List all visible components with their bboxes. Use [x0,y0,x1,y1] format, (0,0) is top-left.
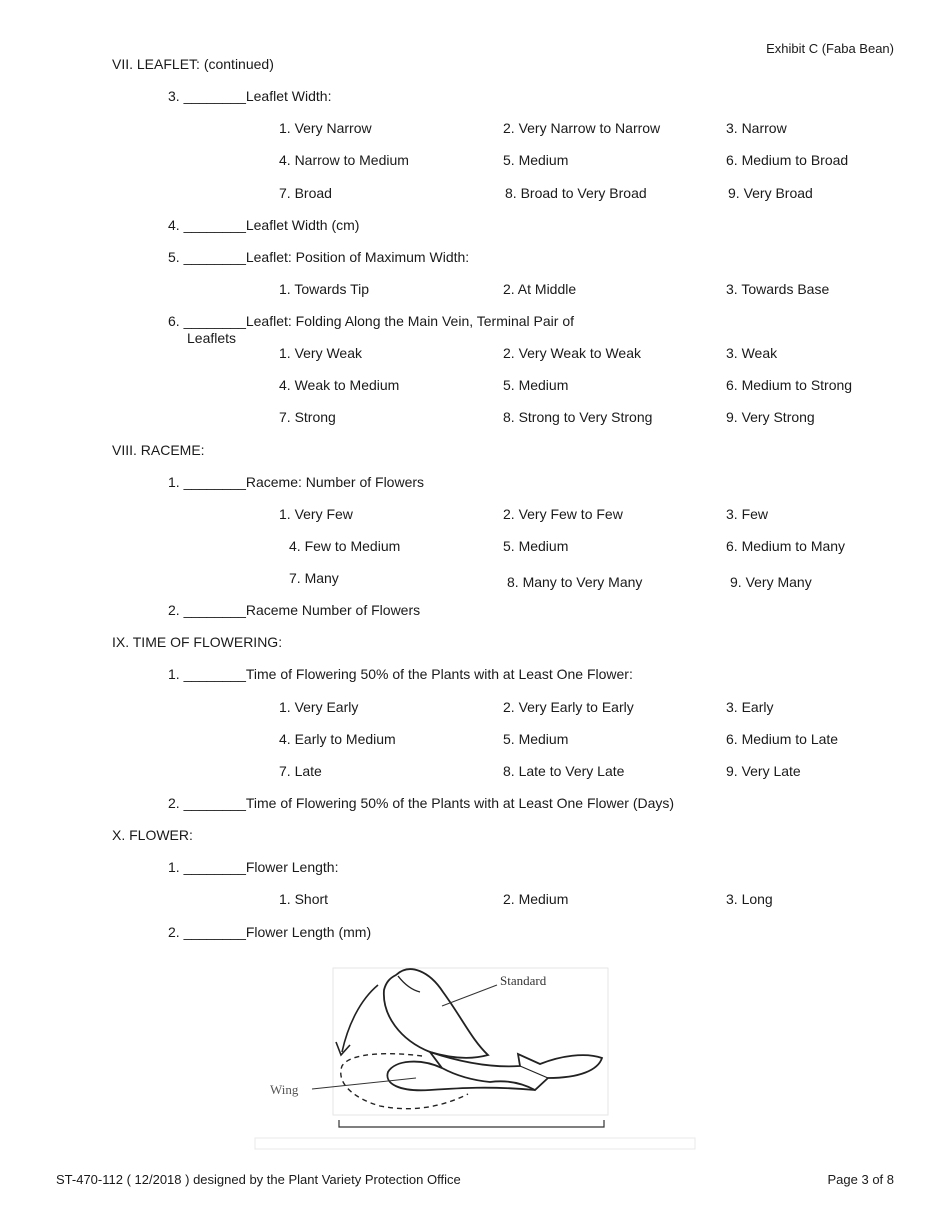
option: 2. Very Weak to Weak [503,345,641,361]
option: 9. Very Broad [728,185,813,201]
option: 2. Very Few to Few [503,506,623,522]
option: 5. Medium [503,538,569,554]
option: 4. Few to Medium [289,538,401,554]
option: 4. Early to Medium [279,731,396,747]
figure-rule [255,1138,695,1149]
wing-leader [312,1078,416,1089]
option: 3. Early [726,699,774,715]
question-raceme-flowers-count: 2. ________Raceme Number of Flowers [168,602,421,618]
option: 1. Very Narrow [279,120,372,136]
option: 8. Strong to Very Strong [503,409,653,425]
option: 5. Medium [503,152,569,168]
label-standard: Standard [500,973,547,988]
question-flowering-time: 1. ________Time of Flowering 50% of the Plants with at Least One Flower: [168,666,633,682]
option: 7. Late [279,763,322,779]
figure-frame [333,968,608,1115]
option: 3. Weak [726,345,778,361]
option: 3. Long [726,891,773,907]
option: 7. Many [289,570,339,586]
option: 9. Very Late [726,763,801,779]
arrow-head [336,1042,350,1055]
option: 2. Very Early to Early [503,699,634,715]
option: 2. Medium [503,891,569,907]
option: 3. Narrow [726,120,787,136]
option: 4. Weak to Medium [279,377,400,393]
option: 9. Very Strong [726,409,815,425]
option: 6. Medium to Late [726,731,839,747]
option: 3. Few [726,506,769,522]
section-title-flowering: IX. TIME OF FLOWERING: [112,634,283,650]
option: 2. Very Narrow to Narrow [503,120,661,136]
length-bracket [339,1120,604,1127]
option: 8. Broad to Very Broad [505,185,647,201]
standard-petal [384,969,488,1058]
option: 6. Medium to Broad [726,152,849,168]
keel-line [520,1066,548,1078]
question-flowering-days: 2. ________Time of Flowering 50% of the Plants with at Least One Flower (Days) [168,795,675,811]
option: 8. Late to Very Late [503,763,625,779]
option: 5. Medium [503,377,569,393]
standard-fold [398,976,420,992]
question-leaflet-folding: 6. ________Leaflet: Folding Along the Main Vein, Terminal Pair of [168,313,575,329]
option: 2. At Middle [503,281,577,297]
question-flower-length: 1. ________Flower Length: [168,859,339,875]
question-leaflet-width: 3. ________Leaflet Width: [168,88,332,104]
standard-leader [442,985,497,1006]
option: 1. Very Early [279,699,359,715]
option: 5. Medium [503,731,569,747]
option: 9. Very Many [730,574,812,590]
option: 7. Broad [279,185,332,201]
section-title-flower: X. FLOWER: [112,827,193,843]
option: 6. Medium to Strong [726,377,853,393]
option: 8. Many to Very Many [507,574,643,590]
form-id: ST-470-112 ( 12/2018 ) designed by the Plant Variety Protection Office [56,1172,461,1187]
option: 1. Very Weak [279,345,363,361]
keel [430,1052,602,1090]
option: 4. Narrow to Medium [279,152,409,168]
option: 1. Very Few [279,506,353,522]
option: 3. Towards Base [726,281,830,297]
section-title-raceme: VIII. RACEME: [112,442,205,458]
section-title-leaflet: VII. LEAFLET: (continued) [112,56,274,72]
question-leaflet-folding-cont: Leaflets [187,330,237,346]
option: 1. Towards Tip [279,281,370,297]
label-wing: Wing [270,1082,299,1097]
option: 6. Medium to Many [726,538,846,554]
page-number: Page 3 of 8 [827,1172,894,1187]
wing-dashed-outline [341,1054,468,1109]
exhibit-label: Exhibit C (Faba Bean) [766,41,894,56]
question-position-max-width: 5. ________Leaflet: Position of Maximum Width: [168,249,470,265]
option: 1. Short [279,891,329,907]
option: 7. Strong [279,409,336,425]
curved-arrow [342,985,378,1052]
question-raceme-flowers: 1. ________Raceme: Number of Flowers [168,474,425,490]
question-leaflet-width-cm: 4. ________Leaflet Width (cm) [168,217,360,233]
wing-petal [387,1062,535,1091]
question-flower-length-mm: 2. ________Flower Length (mm) [168,924,372,940]
